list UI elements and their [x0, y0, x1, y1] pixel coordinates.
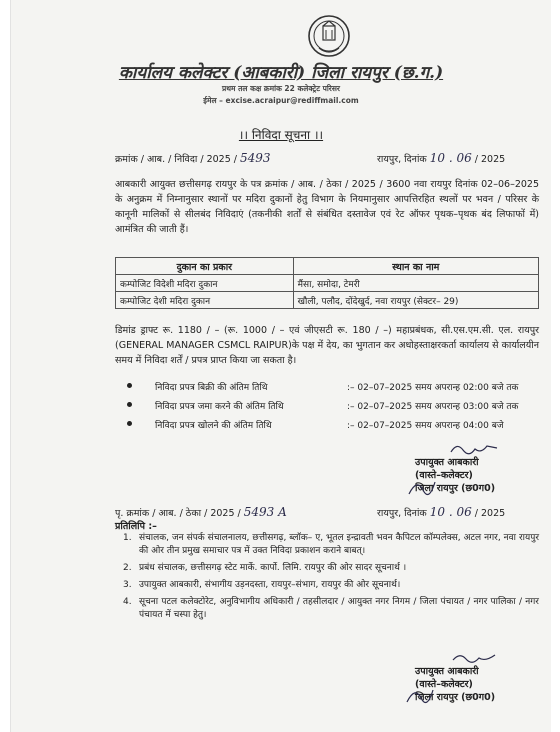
shop-table — [115, 257, 539, 309]
deadline-label: निविदा प्रपत्र खोलने की अंतिम तिथि — [155, 421, 272, 431]
deadline-value: :– 02–07–2025 समय अपरान्ह 04:00 बजे — [347, 421, 504, 431]
deadline-value: :– 02–07–2025 समय अपरान्ह 02:00 बजे तक — [347, 383, 519, 393]
ref-date-prefix: रायपुर, दिनांक — [377, 508, 427, 519]
bullet-icon — [127, 402, 132, 407]
table-header-cell: दुकान का प्रकार — [116, 258, 294, 275]
table-row — [116, 292, 539, 309]
list-text: उपायुक्त आबकारी, संभागीय उड़नदस्ता, रायपुर–संभाग, रायपुर की ओर सूचनार्थ। — [139, 580, 401, 590]
deadline-value: :– 02–07–2025 समय अपरान्ह 03:00 बजे तक — [347, 402, 519, 412]
list-item — [123, 532, 539, 558]
intro-paragraph: आबकारी आयुक्त छत्तीसगढ़ रायपुर के पत्र क्रमांक / आब. / ठेका / 2025 / 3600 नवा रायपुर दिनांक 02–06–2025 के अनुक्रम में निम्नानुसार स्थानों पर मदिरा दुकानों हेतु विभाग के नियमानुसार आपत्तिरहित स्थलों पर भवन / परिसर के कानूनी मालिकों से सीलबंद निविदाएं (तकनीकी शर्तों से संबंधित दस्तावेज एवं रेट ऑफर पृथक–पृथक बंद लिफाफों में) आमंत्रित की जाती हैं। — [115, 179, 539, 235]
notice-title: ।। निविदा सूचना ।। — [238, 128, 324, 142]
signature-district: जिला रायपुर (छ0ग0) — [415, 483, 496, 494]
list-item — [115, 380, 539, 399]
list-number: 1. — [123, 533, 132, 543]
ref-date-top — [377, 151, 505, 165]
ref-number-top — [115, 151, 271, 165]
draft-paragraph: डिमांड ड्राफ्ट रू. 1180 / – (रू. 1000 / – एवं जीएसटी रू. 180 / –) महाप्रबंधक, सी.एस.एम.सी. एल. रायपुर (GENERAL MANAGER CSMCL RAIPUR)के पक्ष में देय, का भुगतान कर अधोहस्ताक्षरकर्ता कार्यालय से कार्यालयीन समय में निविदा शर्तें / प्रपत्र प्राप्त किया जा सकता है। — [115, 325, 539, 366]
table-cell: मैंसा, समोदा, टेमरी — [293, 275, 538, 292]
ref-number-handwritten: 5493 A — [243, 505, 287, 519]
state-emblem-icon — [306, 14, 352, 62]
office-address: प्रथम तल कक्ष क्रमांक 22 कलेक्ट्रेट परिसर — [222, 84, 340, 93]
ref-date-bottom — [377, 505, 505, 519]
signature-district: जिला रायपुर (छ0ग0) — [415, 692, 496, 703]
list-text: सूचना पटल कलेक्टोरेट, अनुविभागीय अधिकारी / तहसीलदार / आयुक्त नगर निगम / जिला पंचायत / नगर पालिका / नगर पंचायत में चस्पा हेतु। — [139, 597, 539, 620]
ref-date-prefix: रायपुर, दिनांक — [377, 154, 427, 165]
table-row — [116, 275, 539, 292]
office-email: ईमेल – excise.acraipur@rediffmail.com — [203, 96, 359, 105]
list-number: 2. — [123, 563, 132, 573]
deadline-list — [115, 380, 539, 437]
table-cell: कम्पोजिट विदेशी मदिरा दुकान — [116, 275, 294, 292]
list-number: 3. — [123, 580, 132, 590]
table-cell: कम्पोजिट देशी मदिरा दुकान — [116, 292, 294, 309]
document-page — [10, 0, 551, 732]
office-title: कार्यालय कलेक्टर (आबकारी) जिला रायपुर (छ.ग.) — [118, 63, 444, 83]
signature-scribble-icon — [451, 650, 497, 666]
copy-to-label: प्रतिलिपि :– — [115, 521, 157, 532]
table-cell: खौली, पलौद, दोंदेखुर्द, नवा रायपुर (सेक्टर– 29) — [293, 292, 538, 309]
ref-date-handwritten: 10 . 06 — [429, 505, 472, 519]
list-item — [123, 579, 539, 592]
signature-designation: उपायुक्त आबकारी — [415, 666, 479, 677]
deadline-label: निविदा प्रपत्र जमा करने की अंतिम तिथि — [155, 402, 284, 412]
signature-designation: उपायुक्त आबकारी — [415, 457, 479, 468]
signature-for: (वास्ते–कलेक्टर) — [415, 679, 473, 690]
list-text: प्रबंध संचालक, छत्तीसगढ़ स्टेट मार्के. कार्पो. लिमि. रायपुर की ओर सादर सूचनार्थ । — [139, 563, 407, 573]
ref-number-prefix: क्रमांक / आब. / निविदा / 2025 / — [115, 154, 237, 165]
ref-number-bottom — [115, 505, 287, 519]
ref-number-handwritten: 5493 — [240, 151, 271, 165]
signature-scribble-icon — [405, 684, 435, 706]
list-item — [123, 596, 539, 622]
ref-number-prefix: पृ. क्रमांक / आब. / ठेका / 2025 / — [115, 508, 241, 519]
bullet-icon — [127, 383, 132, 388]
ref-date-year: / 2025 — [474, 154, 506, 165]
ref-date-year: / 2025 — [474, 508, 506, 519]
list-text: संचालक, जन संपर्क संचालनालय, छत्तीसगढ़, ब्लॉक– ए, भूतल इन्द्रावती भवन कैपिटल कॉम्पलेक्स, अटल नगर, नवा रायपुर की ओर तीन प्रमुख समाचार पत्र में उक्त निविदा प्रकाशन कराने बाबत्। — [139, 533, 539, 556]
signature-for: (वास्ते–कलेक्टर) — [415, 470, 473, 481]
list-item — [123, 562, 539, 575]
list-item — [115, 399, 539, 418]
list-number: 4. — [123, 597, 132, 607]
ref-date-handwritten: 10 . 06 — [429, 151, 472, 165]
copy-list — [123, 532, 539, 626]
list-item — [115, 418, 539, 437]
bullet-icon — [127, 421, 132, 426]
table-header-cell: स्थान का नाम — [293, 258, 538, 275]
table-header-row — [116, 258, 539, 275]
signature-scribble-icon — [407, 476, 437, 498]
deadline-label: निविदा प्रपत्र बिक्री की अंतिम तिथि — [155, 383, 268, 393]
